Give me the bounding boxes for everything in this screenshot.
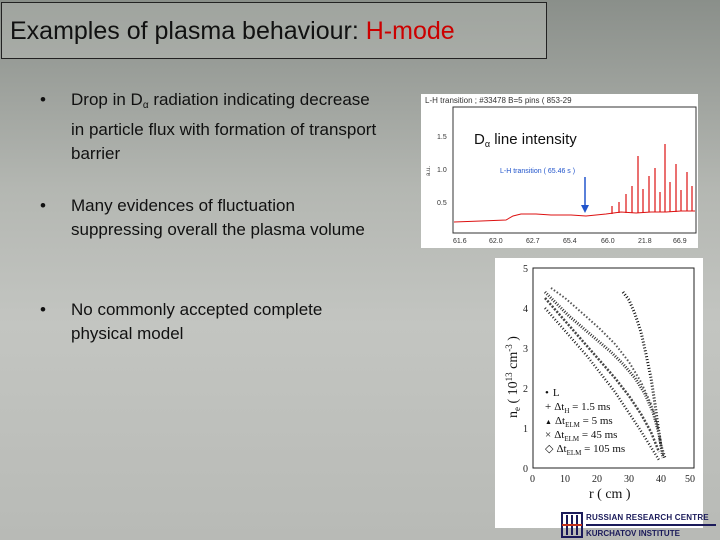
dalpha-xtick: 62.0	[489, 238, 503, 245]
density-xticks	[530, 474, 695, 485]
lh-arrow-head	[581, 205, 589, 213]
density-plot-svg	[495, 258, 703, 528]
dalpha-ylabel: a.u.	[426, 165, 432, 176]
legend-entry: ◇ $\Delta t_{ELM} = 105$ ms	[545, 443, 626, 457]
dalpha-elm-spikes	[612, 144, 692, 214]
title-accent: H-mode	[365, 17, 455, 45]
density-legend	[545, 387, 625, 457]
density-profile-plot	[495, 258, 703, 528]
kurchatov-logo	[558, 510, 718, 540]
density-yticks	[523, 264, 528, 475]
density-ytick: 4	[523, 304, 528, 315]
legend-entry: × $\Delta t_{ELM} = 45$ ms	[545, 429, 618, 443]
dalpha-ytick: 1.5	[437, 134, 447, 141]
density-ytick: 1	[523, 424, 528, 435]
dalpha-trace	[454, 211, 695, 222]
slide-title	[10, 17, 455, 46]
legend-entry: • L	[545, 387, 560, 399]
bullet-dot: •	[40, 196, 46, 215]
title-box	[1, 2, 547, 59]
dalpha-header: L-H transition ; #33478 B=5 pins ( 853-29	[425, 96, 572, 105]
density-xtick: 10	[560, 474, 570, 485]
dalpha-ytick: 0.5	[437, 200, 447, 207]
bullet-text: No commonly accepted complete physical model	[71, 300, 323, 343]
dalpha-plot	[421, 94, 698, 248]
density-xtick: 0	[530, 474, 535, 485]
bullet-subscript: α	[142, 100, 149, 111]
density-xtick: 50	[685, 474, 695, 485]
bullet-text-pre: Drop in D	[71, 90, 143, 109]
density-xtick: 20	[592, 474, 602, 485]
logo-line2: KURCHATOV INSTITUTE	[586, 529, 680, 538]
dalpha-plot-svg	[421, 94, 698, 248]
dalpha-xtick: 66.9	[673, 238, 687, 245]
density-ytick: 0	[523, 464, 528, 475]
dalpha-xtick: 62.7	[526, 238, 540, 245]
bullet-text: Many evidences of fluctuation suppressing overall the plasma volume	[71, 196, 365, 239]
density-xtick: 40	[656, 474, 666, 485]
density-xlabel: r ( cm )	[589, 487, 631, 502]
dalpha-xtick: 65.4	[563, 238, 577, 245]
bullet-dot: •	[40, 90, 46, 109]
bullet-text	[71, 88, 381, 166]
dalpha-ytick: 1.0	[437, 167, 447, 174]
bullet-dot: •	[40, 300, 46, 319]
kurchatov-emblem-icon	[560, 511, 584, 539]
dalpha-xtick: 66.0	[601, 238, 615, 245]
density-ytick: 2	[523, 384, 528, 395]
title-main: Examples of plasma behaviour:	[10, 17, 366, 45]
legend-entry: ▲ $\Delta t_{ELM} = 5$ ms	[545, 415, 613, 429]
density-ylabel: $n_e$ ( $10^{13}$ $cm^{-3}$ )	[504, 336, 522, 418]
bullet-text-post: radiation indicating decrease in particle flux with formation of transport barrier	[71, 90, 377, 163]
density-ytick: 5	[523, 264, 528, 275]
density-xtick: 30	[624, 474, 634, 485]
lh-annotation: L-H transition ( 65.46 s )	[500, 168, 576, 175]
logo-divider	[586, 524, 716, 526]
legend-entry: + $\Delta t_H = 1.5$ ms	[545, 401, 611, 415]
density-ytick: 3	[523, 344, 528, 355]
dalpha-label: $D_\alpha$ line intensity	[474, 131, 577, 149]
dalpha-xtick: 21.8	[638, 238, 652, 245]
dalpha-xtick: 61.6	[453, 238, 467, 245]
logo-line1: RUSSIAN RESEARCH CENTRE	[586, 513, 709, 522]
